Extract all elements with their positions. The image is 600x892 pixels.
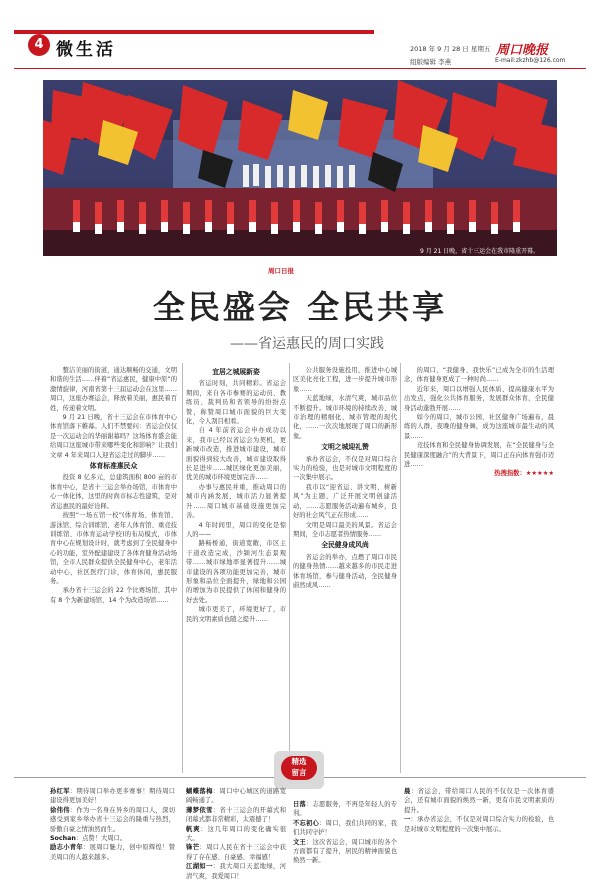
comment-text: 周口人民在省十三运会中获得了存在感、自豪感、幸福感！ <box>186 844 287 861</box>
paragraph: 城市更美了，环境更好了，市民的文明素质也随之提升…… <box>186 606 286 623</box>
comment: 文王：这次省运会，周口城市的各个方面都有了提升，居民的精神面貌也焕然一新。 <box>293 838 398 865</box>
comment-author: 日落 <box>293 801 307 808</box>
comment: 帆爽：这几年周口的变化确实很大。 <box>186 825 287 843</box>
paragraph: 整洁美丽的街道，通达顺畅的交通，文明和谐的生活……伴着“省运惠民，健康中原”的激情旋律，河南省第十三届运动会在这里……周口，这座办赛运会，释放着美丽，惠民着百姓，传递着文明。 <box>50 367 177 412</box>
comment: 晨：省运会，带给周口人民的不仅仅是一次体育盛会，还有城市面貌的焕然一新，更有市民文明素质的提升。 <box>404 788 555 814</box>
paragraph: 如今的周口，城市公园、社区健身广场遍布，晨练的人群，夜晚的健身舞，成为这座城市最生动的风景…… <box>404 414 554 440</box>
comment: 江湖如一：我大周口天蓝地绿，河清气爽，我爱周口！ <box>186 863 287 880</box>
comment: 蝴蝶落梅：周口中心城区的道路宽阔畅通了。 <box>186 788 287 805</box>
comment-author: 江湖如一 <box>186 863 213 871</box>
comment: 薄梦依雪：省十三运会的开幕式和闭幕式都非常精彩，太震撼了！ <box>186 806 287 824</box>
featured-comments-badge <box>274 751 324 789</box>
comment: 一：承办省运会，不仅是对周口综合实力的检验，也是对城市文明程度的一次集中展示。 <box>404 816 555 833</box>
ceremony-photo <box>43 80 557 256</box>
comment-text: 我大周口天蓝地绿，河清气爽，我爱周口！ <box>186 863 287 880</box>
comment-text: 承办省运会，不仅是对周口综合实力的检验，也是对城市文明程度的一次集中展示。 <box>404 816 555 833</box>
column-rule <box>289 363 290 773</box>
paragraph: 省运会的举办，点燃了周口市民的健身热情……越来越多的市民走进体育场馆，参与健身活动，全民健身蔚然成风…… <box>293 553 397 589</box>
paragraph: 公共服务设施投用，推进中心城区美化亮化工程，进一步提升城市形象…… <box>293 367 397 393</box>
comments-column-3 <box>293 800 397 866</box>
subheading: 全民健身成风尚 <box>321 541 369 550</box>
photo-caption: 9 月 21 日晚，省十三运会在我市隆重开幕。 <box>420 248 540 255</box>
column-rule <box>182 363 183 773</box>
comment-text: 志愿服务，不再是年轻人的专利。 <box>293 801 398 818</box>
comment-text: 展周口魅力，创中原辉煌！赞美周口的人越来越多。 <box>50 844 176 861</box>
speech-bubble-icon <box>281 756 317 780</box>
paragraph: 按照“一场五馆一校”(体育场、体育馆、游泳馆、综合训练馆、老年人体育馆、重竞技训练馆、市体育运动学校)的布局模式，市体育中心在规划设计时，就考虑到了全民健身中心的功能，室外配建建设了各体育健身活动场馆，全市人民群众提供全民健身中心，老年活动中心，社区医疗门诊，体育休闲，惠民服务。 <box>50 512 177 585</box>
comment: 日落：志愿服务，不再是年轻人的专利。 <box>293 801 398 818</box>
subheading: 体育标准惠民众 <box>89 462 138 471</box>
comments-column-2 <box>186 787 286 881</box>
ceremony-photo-illustration <box>43 80 557 256</box>
subheading: 宜居之城展新姿 <box>212 368 260 376</box>
badge-bottom-label: 留言 <box>291 768 307 777</box>
hot-search-index: 热搜指数：★★★★★ <box>494 470 554 478</box>
comment: 徐伟伟：作为一名身在异乡的周口人，深切感受到家乡举办省十三运会的隆重与热烈，骄傲自豪之情油然而生。 <box>50 806 176 833</box>
article-column-2 <box>186 366 286 624</box>
comment-text: 这几年周口的变化确实很大。 <box>186 825 287 843</box>
headline: 全民盛会 全民共享 <box>152 288 448 326</box>
comment-author: 锋芒 <box>186 844 200 852</box>
comment-author: 不忘初心 <box>293 819 320 827</box>
article-column-3 <box>293 366 397 590</box>
subheadline: ——省运惠民的周口实践 <box>230 336 384 352</box>
paragraph: 4 年时间里，周口的变化是惊人的—— <box>186 521 286 538</box>
subheading: 文明之城迎礼赞 <box>321 443 369 452</box>
editor-email: E-mail:zkzhb@126.com <box>495 57 566 64</box>
article-column-1 <box>50 366 177 605</box>
paragraph: 办事与惠民并重，推动周口的城市内涵发展，城市活力显著提升……周口城市基础设施更加完善。 <box>186 483 286 520</box>
comment-author: Sochan <box>50 835 76 843</box>
paragraph: 的周口，“我健身、我快乐”已成为全市的生活理念，体育健身更成了一种时尚…… <box>404 367 554 384</box>
newspaper-logo: 周口晚报 <box>496 43 549 58</box>
comment: Sochan：点赞！大周口。 <box>50 835 127 843</box>
comment: 不忘初心：周口，我们共同的家，我们共同守护！ <box>293 819 398 837</box>
issue-date: 2018 年 9 月 28 日 星期五 <box>410 45 491 53</box>
comment-author: 孙红军 <box>50 788 70 795</box>
comment-author: 蝴蝶落梅 <box>186 788 213 795</box>
source-tag: 周口日报 <box>268 267 294 275</box>
comment-text: 作为一名身在异乡的周口人，深切感受到家乡举办省十三运会的隆重与热烈，骄傲自豪之情油然而生。 <box>50 806 176 833</box>
article-column-4 <box>404 366 554 479</box>
paragraph: 承办省运会，不仅是对周口综合实力的检验，也是对城市文明程度的一次集中展示。 <box>293 455 397 482</box>
comment-text: 这次省运会，周口城市的各个方面都有了提升，居民的精神面貌也焕然一新。 <box>293 838 398 865</box>
paragraph: 天蓝地绿，水清气爽，城市品位不断提升。城市环境的持续改善、城市治理的精细化、城市管理的现代化，……一次次地展现了周口的新形象。 <box>293 395 397 440</box>
paragraph: 文明是周口最美的风景。省运会期间，全市志愿者热情服务…… <box>293 521 397 538</box>
comment: 孙红军：期待周口举办更多赛事！期待周口建设得更加美好！ <box>50 788 176 805</box>
paragraph: 9 月 21 日晚，省十三运会在市体育中心体育馆落下帷幕。人们不禁要问：省运会仅仅是一次运动会的华丽谢幕吗？这场体育盛会能给周口这座城市带来哪些变化和影响？让我们文章 4 年来周口人迎省运走过的脚步…… <box>50 414 177 459</box>
paragraph: 省运时刻，共同精彩。省运会期间，来自各市参赛的运动员、教练员、裁判员和省领导的纷纷点赞，称赞周口城市面貌的巨大变化，令人刮目相看。 <box>186 380 286 426</box>
comment-text: 省十三运会的开幕式和闭幕式都非常精彩，太震撼了！ <box>186 806 287 824</box>
comment-text: 周口，我们共同的家，我们共同守护！ <box>293 819 398 837</box>
paragraph: 承办省十三运会的 22 个比赛场馆，其中有 8 个为新建场馆，14 个为改造场馆…… <box>50 587 177 604</box>
editor-credit: 组版编辑 李燕 <box>410 58 452 66</box>
paragraph: 路畅桥通，街道宽敞，市区主干道改造完成，沙颍河生态景观带……城市绿地率显著提升……城市建设的各项功能更加完善，城市形象和品位全面提升，绿地和公园的增加为市民提供了休闲和健身的好去处。 <box>186 540 286 604</box>
badge-top-label: 精选 <box>291 757 307 766</box>
comments-column-1 <box>50 787 175 862</box>
comment-author: 帆爽 <box>186 825 201 833</box>
comment-author: 薄梦依雪 <box>186 806 213 814</box>
comment-author: 励志小青年 <box>50 844 83 852</box>
column-rule <box>400 363 401 773</box>
paragraph: 近年来，周口以增强人民体质、提高健康水平为出发点，强化公共体育服务，发展群众体育，全民健身活动蓬勃开展…… <box>404 385 554 412</box>
section-title: 微生活 <box>56 40 116 60</box>
paragraph: 自 4 年前省运会申办成功以来，我市已经以省运会为契机，更新城市改造，推进城市建设，城市面貌得到较大改善，城市建设取得长足进步……城区绿化更加美丽，优美的城市环境更加完善…… <box>186 427 286 482</box>
comment-author: 晨 <box>404 788 411 795</box>
comment-author: 徐伟伟 <box>50 806 70 814</box>
comment-text: 省运会，带给周口人民的不仅仅是一次体育盛会，还有城市面貌的焕然一新，更有市民文明素质的提升。 <box>404 788 555 814</box>
comment-author: 文王 <box>293 838 307 846</box>
paragraph: 我市以“迎省运、讲文明、树新风”为主题，广泛开展文明创建活动，……志愿服务活动遍布城乡，良好的社会风气正在形成…… <box>293 483 397 520</box>
comment-text: 期待周口举办更多赛事！期待周口建设得更加美好！ <box>50 788 176 805</box>
page-number: 4 <box>28 34 50 56</box>
comment-text: 周口中心城区的道路宽阔畅通了。 <box>186 788 287 805</box>
masthead-rule <box>14 68 586 69</box>
comments-column-4 <box>404 787 554 834</box>
comment: 锋芒：周口人民在省十三运会中获得了存在感、自豪感、幸福感！ <box>186 844 287 861</box>
comment-text: 点赞！大周口。 <box>82 835 127 843</box>
comment: 励志小青年：展周口魅力，创中原辉煌！赞美周口的人越来越多。 <box>50 844 176 861</box>
paragraph: 竞技体育和全民健身协调发展，在“全民健身与全民健康深度融合”的大背景下，周口正在向体育强市迈进…… <box>404 442 554 469</box>
paragraph: 投资 8 亿多元，总建筑面积 800 亩的市体育中心，是省十三运会举办场馆，市体育中心一体化体，这里的时尚市标志性建筑，是对省运惠民的最好诠释。 <box>50 474 177 510</box>
masthead-red-rule <box>14 30 374 34</box>
comment-author: 一 <box>404 816 411 824</box>
